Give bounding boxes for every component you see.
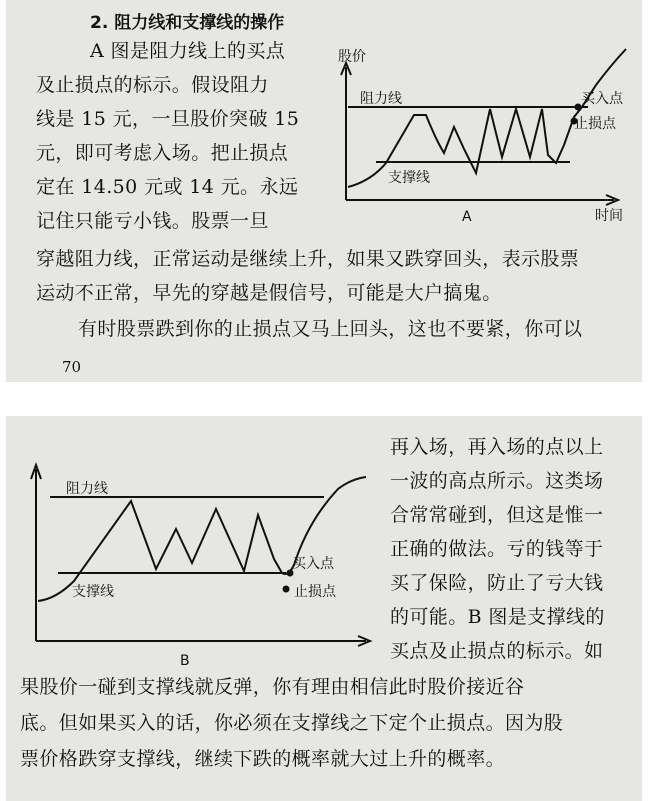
text-line: 的可能。B 图是支撑线的 — [390, 606, 605, 628]
figure-a-graphic — [326, 45, 636, 245]
x-axis-label: 时间 — [595, 208, 623, 224]
text-line: 定在 14.50 元或 14 元。永远 — [36, 176, 299, 198]
buy-point-label: 买入点 — [581, 91, 623, 107]
figure-b-caption: B — [180, 653, 190, 669]
text-line: 及止损点的标示。假设阻力 — [36, 74, 269, 96]
text-line: 再入场，再入场的点以上 — [390, 436, 604, 458]
top-page — [6, 0, 642, 382]
text-line: 票价格跌穿支撑线，继续下跌的概率就大过上升的概率。 — [20, 748, 506, 770]
stop-point-label: 止损点 — [574, 116, 616, 132]
text-line: 一波的高点所示。这类场 — [390, 470, 604, 492]
resistance-label: 阻力线 — [66, 481, 108, 497]
support-label: 支撑线 — [72, 584, 114, 600]
text-line: 买了保险，防止了亏大钱 — [390, 572, 604, 594]
text-line: 记住只能亏小钱。股票一旦 — [36, 210, 269, 232]
text-line: 有时股票跌到你的止损点又马上回头，这也不要紧，你可以 — [78, 318, 583, 340]
text-line: 合常常碰到，但这是惟一 — [390, 504, 604, 526]
text-line: 元，即可考虑入场。把止损点 — [36, 142, 289, 164]
text-line: 正确的做法。亏的钱等于 — [390, 538, 604, 560]
text-line: 穿越阻力线，正常运动是继续上升，如果又跌穿回头，表示股票 — [36, 248, 580, 270]
section-title: 2. 阻力线和支撑线的操作 — [90, 13, 285, 33]
figure-a-caption: A — [462, 209, 472, 225]
support-label: 支撑线 — [388, 170, 430, 186]
figure-a — [326, 45, 636, 245]
bottom-page — [6, 416, 642, 801]
y-axis-label: 股价 — [338, 49, 366, 65]
text-line: A 图是阻力线上的买点 — [90, 40, 286, 62]
buy-point-label: 买入点 — [292, 556, 334, 572]
text-line: 底。但如果买入的话，你必须在支撑线之下定个止损点。因为股 — [20, 712, 564, 734]
text-line: 运动不正常，早先的穿越是假信号，可能是大户搞鬼。 — [36, 282, 502, 304]
text-line: 买点及止损点的标示。如 — [390, 640, 604, 662]
page-number: 70 — [62, 358, 82, 376]
text-line: 果股价一碰到支撑线就反弹，你有理由相信此时股价接近谷 — [20, 676, 525, 698]
stop-point-marker — [283, 586, 290, 593]
resistance-label: 阻力线 — [360, 91, 402, 107]
text-line: 线是 15 元，一旦股价突破 15 — [36, 108, 300, 130]
stop-point-label: 止损点 — [294, 584, 336, 600]
figure-b — [26, 461, 386, 676]
